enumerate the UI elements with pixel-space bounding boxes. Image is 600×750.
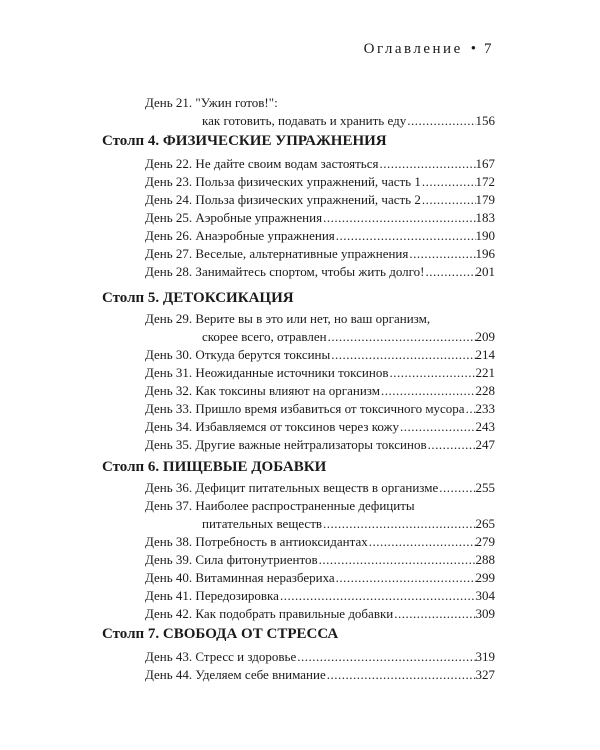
- leader-dots: [323, 515, 475, 533]
- section-entries-4: [145, 155, 495, 281]
- toc-entry-text: День 34. Избавляемся от токсинов через кожу: [145, 419, 400, 434]
- leader-dots: [336, 227, 476, 245]
- leader-dots: [331, 346, 475, 364]
- toc-entry-page: 156: [475, 113, 495, 128]
- toc-entry-text: День 42. Как подобрать правильные добавки: [145, 606, 394, 621]
- toc-entry-line: [145, 112, 495, 130]
- leader-dots: [319, 551, 476, 569]
- leader-dots: [381, 382, 476, 400]
- toc-entry-page: 255: [475, 480, 495, 495]
- toc-entry-text-continued: скорее всего, отравлен: [202, 329, 327, 344]
- toc-entry-page: 279: [475, 534, 495, 549]
- toc-entry-text: День 22. Не дайте своим водам застояться: [145, 156, 379, 171]
- toc-entry[interactable]: [145, 382, 495, 400]
- toc-entry-line: [145, 310, 495, 328]
- section-entries-5: [145, 310, 495, 454]
- toc-entry[interactable]: [145, 263, 495, 281]
- toc-entry[interactable]: [145, 346, 495, 364]
- toc-entry-day-21[interactable]: [145, 94, 495, 130]
- toc-entry[interactable]: [145, 497, 495, 533]
- leader-dots: [328, 328, 476, 346]
- leader-dots: [323, 209, 475, 227]
- toc-entry[interactable]: [145, 436, 495, 454]
- leader-dots: [425, 263, 475, 281]
- leader-dots: [422, 173, 476, 191]
- toc-entry[interactable]: [145, 666, 495, 684]
- toc-entry-page: 221: [475, 365, 495, 380]
- toc-entry[interactable]: [145, 587, 495, 605]
- bullet-separator: •: [470, 41, 476, 57]
- section-title-4: Столп 4. ФИЗИЧЕСКИЕ УПРАЖНЕНИЯ: [102, 133, 387, 149]
- toc-entry-text: День 27. Веселые, альтернативные упражнения: [145, 246, 409, 261]
- toc-entry-page: 190: [475, 228, 495, 243]
- toc-entry-page: 209: [475, 329, 495, 344]
- toc-entry-text: День 37. Наиболее распространенные дефициты: [145, 498, 415, 513]
- leader-dots: [428, 436, 476, 454]
- leader-dots: [327, 666, 476, 684]
- toc-entry-page: 196: [475, 246, 495, 261]
- toc-entry-page: 183: [475, 210, 495, 225]
- toc-entry-text: День 28. Занимайтесь спортом, чтобы жить долго!: [145, 264, 425, 279]
- running-head-title: Оглавление: [363, 41, 463, 57]
- toc-entry-page: 247: [475, 437, 495, 452]
- toc-entry-text: День 40. Витаминная неразбериха: [145, 570, 335, 585]
- leader-dots: [389, 364, 475, 382]
- leader-dots: [369, 533, 476, 551]
- toc-entry-page: 243: [475, 419, 495, 434]
- toc-entry-page: 304: [475, 588, 495, 603]
- leader-dots: [394, 605, 475, 623]
- toc-entry[interactable]: [145, 191, 495, 209]
- toc-entry-page: 265: [475, 516, 495, 531]
- toc-entry-page: 179: [475, 192, 495, 207]
- toc-entry[interactable]: [145, 173, 495, 191]
- toc-entry-text: День 44. Уделяем себе внимание: [145, 667, 326, 682]
- toc-entry-page: 214: [475, 347, 495, 362]
- toc-entry[interactable]: [145, 479, 495, 497]
- section-title-7: Столп 7. СВОБОДА ОТ СТРЕССА: [102, 626, 339, 642]
- leader-dots: [409, 245, 475, 263]
- leader-dots: [400, 418, 475, 436]
- toc-entry-page: 233: [475, 401, 495, 416]
- toc-entry-text: День 21. "Ужин готов!":: [145, 95, 278, 110]
- leader-dots: [422, 191, 476, 209]
- toc-entry[interactable]: [145, 605, 495, 623]
- toc-entry[interactable]: [145, 533, 495, 551]
- toc-entry-text-continued: питательных веществ: [202, 516, 323, 531]
- toc-entry-text: День 30. Откуда берутся токсины: [145, 347, 331, 362]
- toc-entry[interactable]: [145, 400, 495, 418]
- toc-entry-text: День 24. Польза физических упражнений, часть 2: [145, 192, 421, 207]
- running-head-page-number: 7: [484, 41, 494, 57]
- toc-entry[interactable]: [145, 310, 495, 346]
- toc-entry-text: День 39. Сила фитонутриентов: [145, 552, 318, 567]
- toc-entry-page: 167: [475, 156, 495, 171]
- toc-entry[interactable]: [145, 155, 495, 173]
- toc-entry-page: 309: [475, 606, 495, 621]
- toc-entry[interactable]: [145, 227, 495, 245]
- toc-entry[interactable]: [145, 364, 495, 382]
- toc-entry-text: День 36. Дефицит питательных веществ в организме: [145, 480, 439, 495]
- toc-entry-line: [145, 94, 495, 112]
- leader-dots: [280, 587, 476, 605]
- leader-dots: [297, 648, 475, 666]
- toc-entry[interactable]: [145, 569, 495, 587]
- toc-entry-text: День 31. Неожиданные источники токсинов: [145, 365, 389, 380]
- toc-entry-page: 172: [475, 174, 495, 189]
- toc-entry-page: 319: [475, 649, 495, 664]
- section-entries-6: [145, 479, 495, 623]
- toc-entry[interactable]: [145, 245, 495, 263]
- toc-entry-page: 228: [475, 383, 495, 398]
- toc-entry-text: День 29. Верите вы в это или нет, но ваш организм,: [145, 311, 431, 326]
- toc-entry-text: День 32. Как токсины влияют на организм: [145, 383, 380, 398]
- leader-dots: [379, 155, 475, 173]
- toc-entry-page: 327: [475, 667, 495, 682]
- toc-entry-text: День 33. Пришло время избавиться от токсичного мусора: [145, 401, 465, 416]
- toc-entry[interactable]: [145, 551, 495, 569]
- section-title-5: Столп 5. ДЕТОКСИКАЦИЯ: [102, 290, 294, 306]
- toc-entry-text: День 38. Потребность в антиоксидантах: [145, 534, 368, 549]
- toc-entry[interactable]: [145, 209, 495, 227]
- leader-dots: [466, 400, 476, 418]
- toc-entry-line: [145, 328, 495, 346]
- leader-dots: [336, 569, 476, 587]
- toc-entry-text: День 35. Другие важные нейтрализаторы токсинов: [145, 437, 427, 452]
- leader-dots: [407, 112, 475, 130]
- running-head: [364, 41, 494, 58]
- toc-entry-text: День 26. Анаэробные упражнения: [145, 228, 335, 243]
- toc-entry-page: 288: [475, 552, 495, 567]
- toc-entry-line: [145, 515, 495, 533]
- toc-entry-line: [145, 497, 495, 515]
- toc-entry-page: 299: [475, 570, 495, 585]
- toc-entry[interactable]: [145, 418, 495, 436]
- leader-dots: [439, 479, 475, 497]
- section-entries-7: [145, 648, 495, 684]
- toc-entry-text: День 43. Стресс и здоровье: [145, 649, 297, 664]
- toc-entry[interactable]: [145, 648, 495, 666]
- toc-entry-text: День 41. Передозировка: [145, 588, 279, 603]
- toc-entry-text-continued: как готовить, подавать и хранить еду: [202, 113, 407, 128]
- toc-entry-text: День 23. Польза физических упражнений, часть 1: [145, 174, 421, 189]
- toc-entry-page: 201: [475, 264, 495, 279]
- section-title-6: Столп 6. ПИЩЕВЫЕ ДОБАВКИ: [102, 459, 327, 475]
- toc-entry-text: День 25. Аэробные упражнения: [145, 210, 323, 225]
